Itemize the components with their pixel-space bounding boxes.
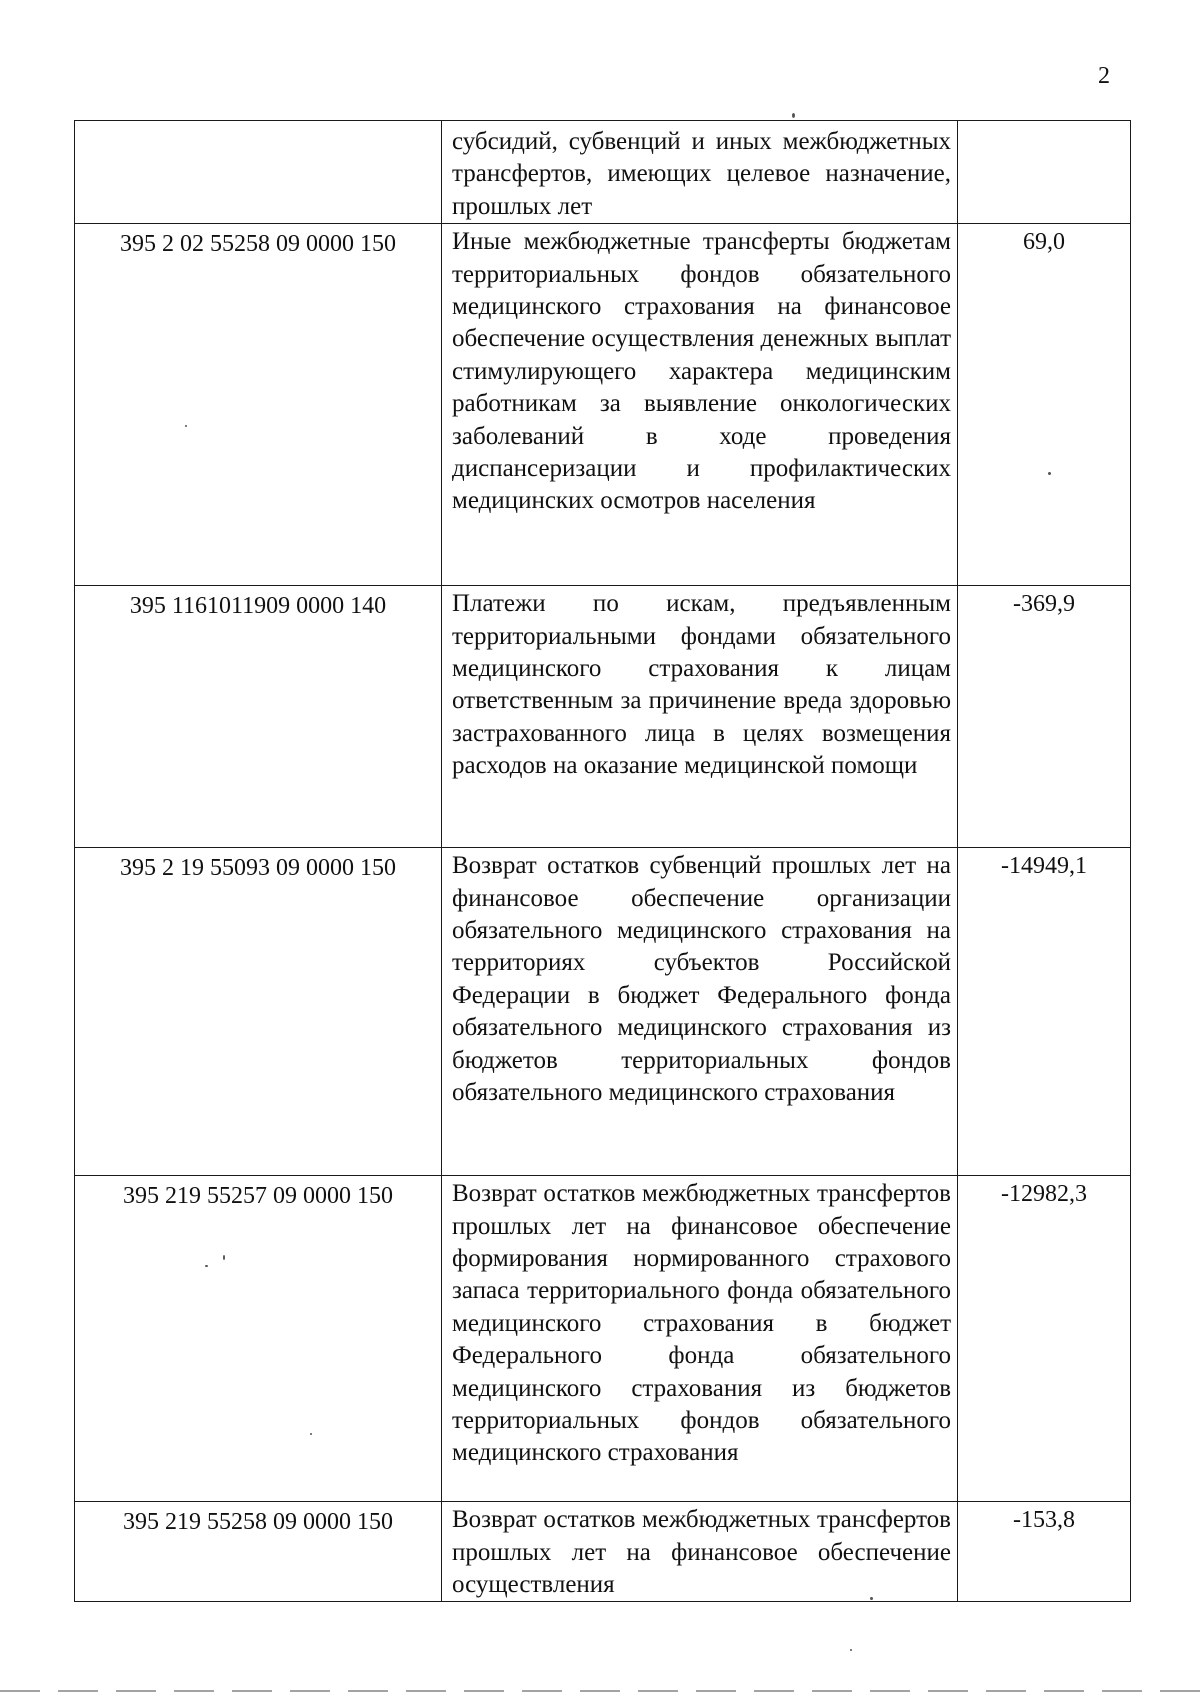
description-text: Возврат остатков субвенций прошлых лет на финансовое обеспечение организации обязательного медицинского страхования на территориях субъектов Российской Федерации в бюджет Федерального фонда обязательного медицинского страхования из бюджетов территориальных фондов обязательного медицинского страхования: [452, 852, 951, 1107]
table-row: [75, 121, 1131, 224]
description-cell: [442, 848, 958, 1176]
code-cell: 395 1161011909 0000 140: [75, 586, 442, 848]
code-cell: 395 2 02 55258 09 0000 150: [75, 224, 442, 586]
description-text: субсидий, субвенций и иных межбюджетных трансфертов, имеющих целевое назначение, прошлых лет: [452, 128, 951, 220]
scan-speck: [792, 113, 795, 118]
table-row: [75, 1502, 1131, 1602]
page-number: 2: [1098, 63, 1110, 89]
table-row: [75, 224, 1131, 586]
value-cell: -12982,3: [958, 1176, 1131, 1502]
scan-speck: [850, 1649, 852, 1651]
description-cell: [442, 1502, 958, 1602]
budget-table: [74, 120, 1131, 1602]
description-cell: [442, 121, 958, 224]
description-text: Возврат остатков межбюджетных трансфертов прошлых лет на финансовое обеспечение осуществления: [452, 1506, 951, 1599]
value-cell: 69,0: [958, 224, 1131, 586]
value-cell: [958, 121, 1131, 224]
code-cell: 395 2 19 55093 09 0000 150: [75, 848, 442, 1176]
value-cell: -14949,1: [958, 848, 1131, 1176]
value-cell: -153,8: [958, 1502, 1131, 1602]
code-cell: [75, 121, 442, 224]
description-text: Возврат остатков межбюджетных трансфертов прошлых лет на финансовое обеспечение формирования нормированного страхового запаса территориального фонда обязательного медицинского страхования в бюджет Федерального фонда обязательного медицинского страхования из бюджетов территориальных фондов обязательного медицинского страхования: [452, 1180, 951, 1467]
description-cell: [442, 224, 958, 586]
table-row: [75, 586, 1131, 848]
table-row: [75, 1176, 1131, 1502]
description-text: Платежи по искам, предъявленным территориальными фондами обязательного медицинского страхования к лицам ответственным за причинение вреда здоровью застрахованного лица в целях возмещения расходов на оказание медицинской помощи: [452, 590, 951, 780]
code-cell: 395 219 55257 09 0000 150: [75, 1176, 442, 1502]
scan-edge-line: [0, 1690, 1200, 1692]
value-cell: -369,9: [958, 586, 1131, 848]
description-text: Иные межбюджетные трансферты бюджетам территориальных фондов обязательного медицинского страхования на финансовое обеспечение осуществления денежных выплат стимулирующего характера медицинским работникам за выявление онкологических заболеваний в ходе проведения диспансеризации и профилактических медицинских осмотров населения: [452, 228, 951, 515]
table-row: [75, 848, 1131, 1176]
description-cell: [442, 1176, 958, 1502]
description-cell: [442, 586, 958, 848]
code-cell: 395 219 55258 09 0000 150: [75, 1502, 442, 1602]
